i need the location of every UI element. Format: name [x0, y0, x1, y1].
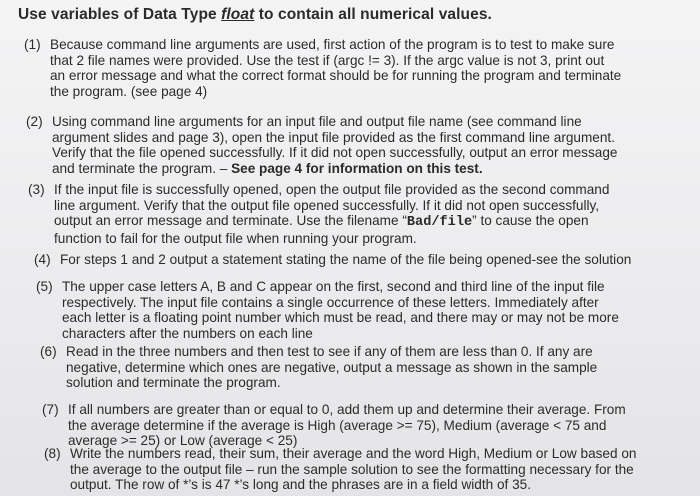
item-number: (4) — [34, 252, 51, 267]
item-line: Write the numbers read, their sum, their average and the word High, Medium or Low based on — [70, 446, 637, 461]
item-text — [70, 446, 636, 493]
item-line: solution and terminate the program. — [66, 375, 281, 391]
item-line: the average to the output file – run the sample solution to see the formatting necessary for the — [70, 461, 634, 477]
item-line: line argument. Verify that the output file opened successfully. If it did not open successfully, — [54, 197, 600, 213]
item-text — [66, 344, 597, 391]
heading-emphasis: float — [221, 6, 255, 23]
item-line — [52, 161, 617, 177]
item-line: For steps 1 and 2 output a statement stating the name of the file being opened-see the solution — [60, 252, 632, 267]
heading-suffix: to contain all numerical values. — [254, 6, 492, 23]
item-line: Using command line arguments for an input file and output file name (see command line — [52, 114, 582, 129]
bad-file-code: Bad/file — [406, 215, 473, 231]
item-line: output. The row of *’s is 47 *’s long and the phrases are in a field width of 35. — [70, 477, 531, 493]
item-line-before: output an error message and terminate. Use the filename “ — [54, 213, 407, 229]
item-number: (7) — [42, 402, 59, 417]
item-line: the average determine if the average is High (average >= 75), Medium (average < 75 and — [68, 417, 607, 433]
item-line: argument slides and page 3), open the input file provided as the first command line argument. — [52, 129, 615, 145]
item-number: (8) — [44, 446, 61, 461]
item-line: Because command line arguments are used, first action of the program is to test to make sure — [50, 37, 615, 52]
item-line: that 2 file names were provided. Use the test if (argc != 3). If the argc value is not 3, print out — [50, 52, 605, 68]
item-line: each letter is a floating point number which must be read, and there may or may not be more — [62, 310, 619, 326]
item-line: respectively. The input file contains a single occurrence of these letters. Immediately after — [62, 294, 599, 310]
item-line: average >= 25) or Low (average < 25) — [68, 433, 298, 449]
item-text — [52, 114, 617, 176]
item-line-after: ” to cause the open — [472, 213, 589, 229]
item-number: (1) — [24, 37, 41, 52]
item-line: characters after the numbers on each line — [62, 325, 313, 341]
item-line: If all numbers are greater than or equal to 0, add them up and determine their average. From — [68, 402, 626, 417]
item-line: If the input file is successfully opened, open the output file provided as the second command — [54, 182, 610, 197]
item-line: function to fail for the output file when running your program. — [54, 230, 417, 246]
item-text — [50, 37, 621, 99]
item-number: (2) — [26, 114, 43, 129]
item-text — [68, 402, 626, 449]
item-line: The upper case letters A, B and C appear on the first, second and third line of the input file — [62, 279, 605, 294]
item-number: (6) — [40, 344, 57, 359]
heading-prefix: Use variables of Data Type — [18, 6, 222, 23]
item-line-bold: See page 4 for information on this test. — [231, 160, 483, 176]
item-text — [60, 252, 631, 268]
item-line: Read in the three numbers and then test to see if any of them are less than 0. If any are — [66, 344, 593, 359]
item-number: (3) — [28, 182, 45, 197]
item-text — [54, 182, 609, 246]
item-line-plain: and terminate the program. – — [52, 160, 232, 176]
item-line: Verify that the file opened successfully. If it did not open successfully, output an error message — [52, 145, 618, 161]
item-line: negative, determine which ones are negative, output a message as shown in the sample — [66, 359, 598, 375]
item-line: an error message and what the correct format should be for running the program and terminate — [50, 68, 622, 84]
page-heading — [18, 6, 492, 24]
item-line: the program. (see page 4) — [50, 83, 208, 99]
item-line — [54, 213, 609, 231]
item-text — [62, 279, 619, 341]
item-number: (5) — [36, 279, 53, 294]
